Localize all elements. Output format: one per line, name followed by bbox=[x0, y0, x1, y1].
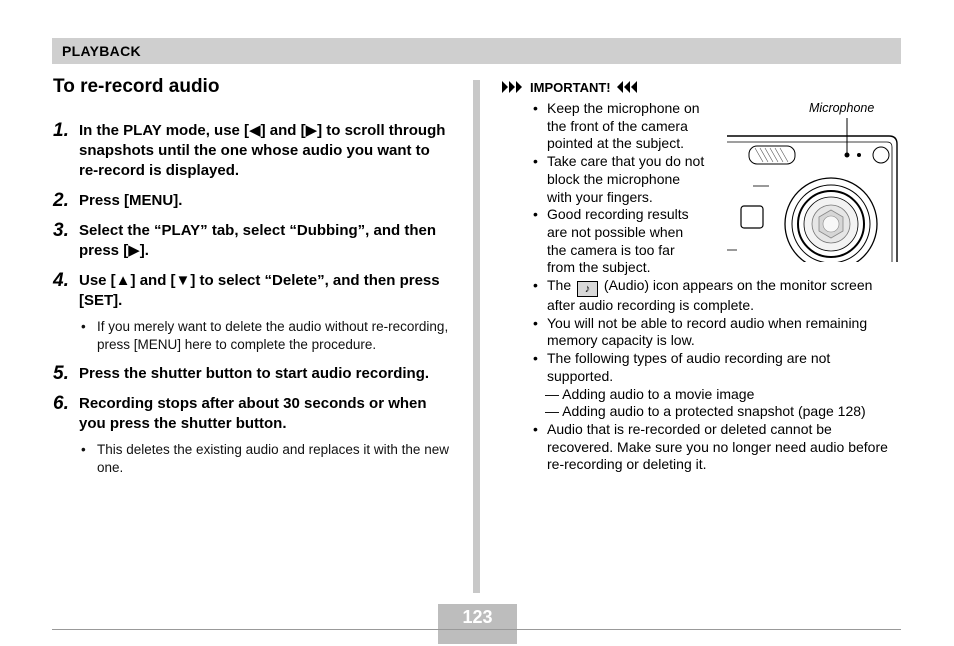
section-header-bar bbox=[52, 38, 901, 64]
camera-front-icon bbox=[727, 100, 899, 262]
step-number: 5. bbox=[53, 363, 69, 384]
microphone-label: Microphone bbox=[809, 101, 875, 115]
sub-list-item: — Adding audio to a movie image bbox=[545, 385, 755, 402]
list-item: • Take care that you do not block the microphone with your fingers. bbox=[533, 153, 705, 205]
step-1 bbox=[53, 121, 453, 181]
footer-rule bbox=[52, 629, 901, 630]
important-heading bbox=[502, 78, 900, 96]
step-note bbox=[79, 441, 453, 477]
step-text: Press [MENU]. bbox=[79, 192, 183, 209]
list-item: • Keep the microphone on the front of the camera pointed at the subject. bbox=[533, 100, 700, 152]
step-2 bbox=[53, 191, 453, 211]
step-5 bbox=[53, 364, 453, 384]
step-number: 1. bbox=[53, 120, 69, 141]
important-label: IMPORTANT! bbox=[530, 79, 611, 95]
step-text: Recording stops after about 30 seconds or when you press the shutter button. bbox=[79, 395, 427, 432]
note-text: This deletes the existing audio and replaces it with the new one. bbox=[97, 442, 449, 475]
step-4 bbox=[53, 271, 453, 354]
step-text: In the PLAY mode, use [◀] and [▶] to scroll through snapshots until the one whose audio you want to re-record is displayed. bbox=[79, 122, 446, 179]
procedure-column bbox=[53, 76, 453, 487]
important-marker-left-icon bbox=[502, 81, 524, 93]
page-title: To re-record audio bbox=[53, 76, 220, 97]
step-text: Press the shutter button to start audio recording. bbox=[79, 365, 430, 382]
note-text: If you merely want to delete the audio without re-recording, press [MENU] here to complete the procedure. bbox=[97, 319, 449, 352]
sub-list-item: — Adding audio to a protected snapshot (page 128) bbox=[545, 403, 866, 420]
step-6 bbox=[53, 394, 453, 477]
step-3 bbox=[53, 221, 453, 261]
audio-icon: ♪ bbox=[577, 281, 598, 297]
step-number: 3. bbox=[53, 220, 69, 241]
page-number: 123 bbox=[462, 607, 493, 627]
important-marker-right-icon bbox=[615, 81, 637, 93]
step-text: Use [▲] and [▼] to select “Delete”, and then press [SET]. bbox=[79, 272, 440, 309]
step-number: 2. bbox=[53, 190, 69, 211]
list-item: • The following types of audio recording are not supported. bbox=[533, 350, 831, 384]
step-text: Select the “PLAY” tab, select “Dubbing”, and then press [▶]. bbox=[79, 222, 437, 259]
list-item: • The ♪ (Audio) icon appears on the monitor screen after audio recording is complete. bbox=[533, 277, 873, 314]
column-divider bbox=[473, 80, 480, 593]
step-note bbox=[79, 318, 453, 354]
page-number-box bbox=[438, 604, 517, 644]
step-number: 6. bbox=[53, 393, 69, 414]
camera-illustration bbox=[727, 100, 899, 262]
bullet: • bbox=[81, 442, 86, 457]
section-label: PLAYBACK bbox=[62, 43, 141, 59]
list-item: • You will not be able to record audio when remaining memory capacity is low. bbox=[533, 314, 868, 349]
list-item: • Audio that is re-recorded or deleted cannot be recovered. Make sure you no longer need audio before re-recording or deleting it. bbox=[533, 420, 888, 473]
step-number: 4. bbox=[53, 270, 69, 291]
bullet: • bbox=[81, 319, 86, 334]
list-item: • Good recording results are not possible when the camera is too far from the subject. bbox=[533, 206, 689, 276]
